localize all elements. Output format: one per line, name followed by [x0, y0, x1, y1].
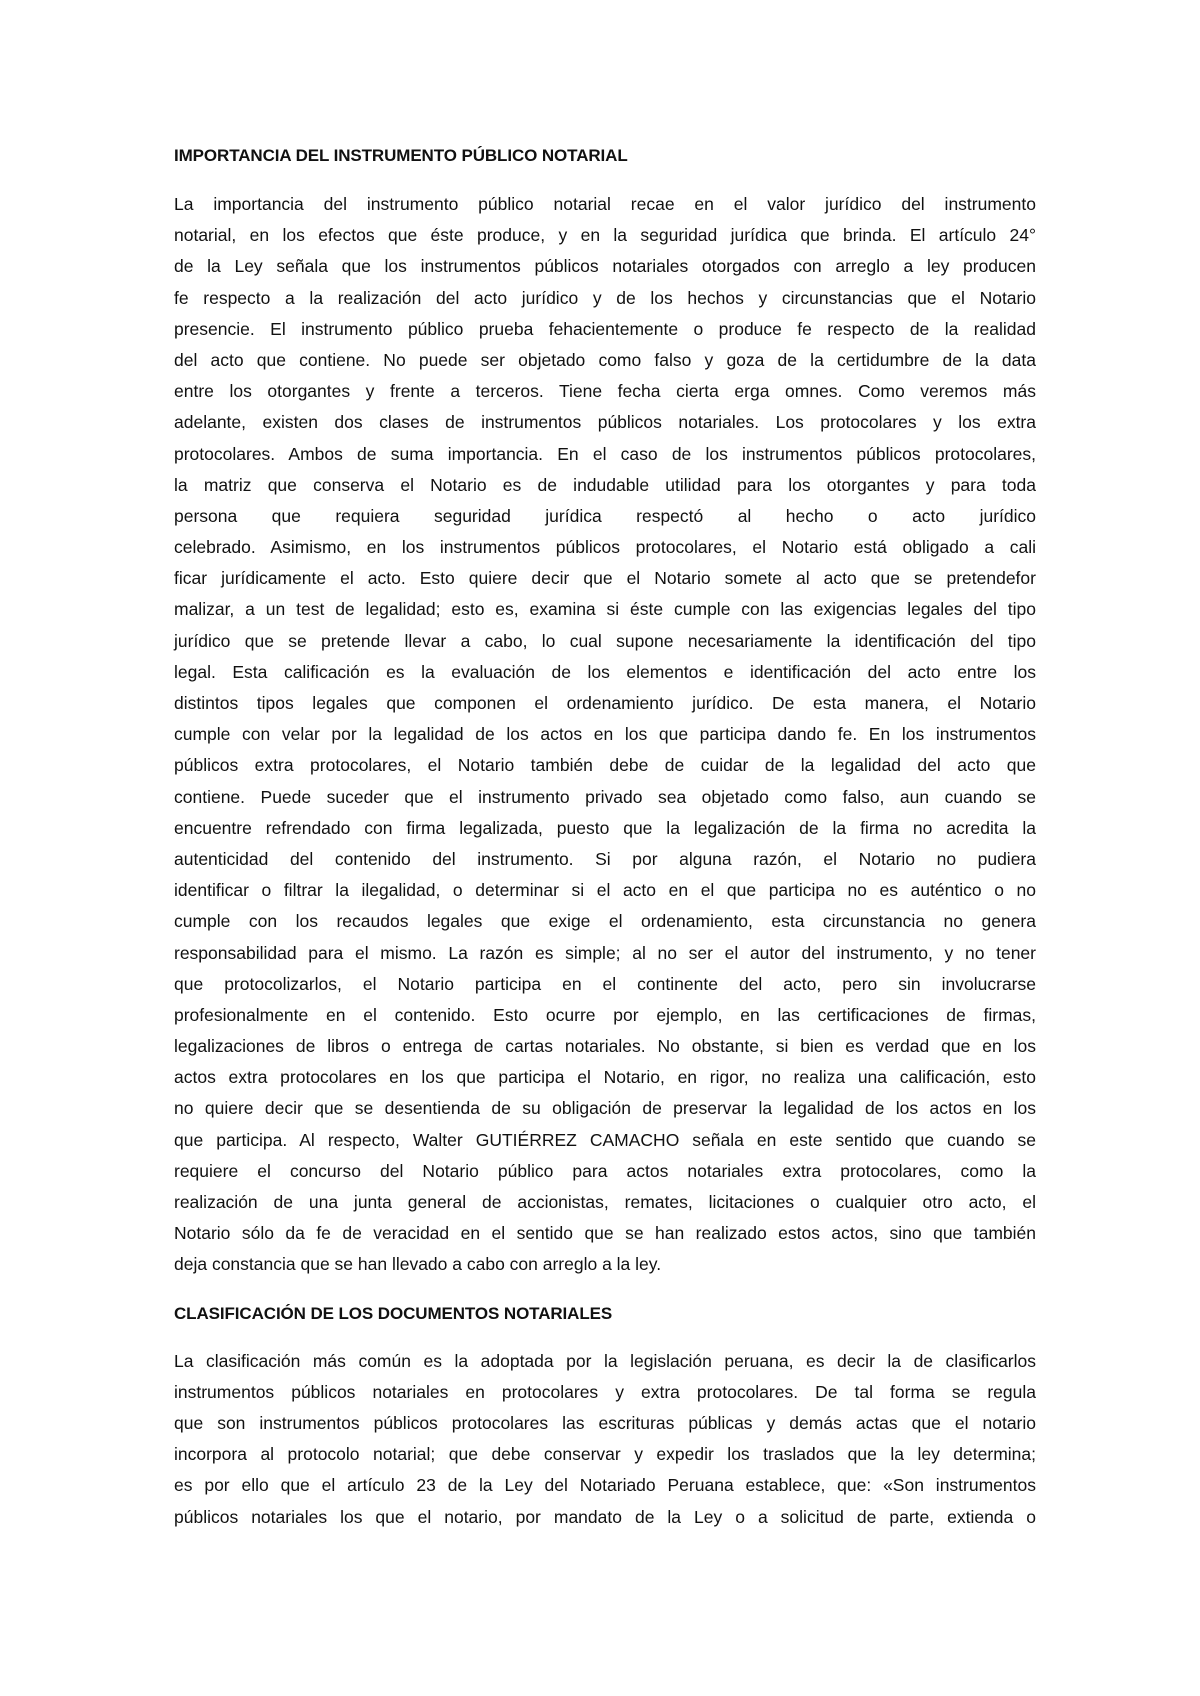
text-line: públicos notariales los que el notario, por mandato de la Ley o a solicitud de parte, extienda o: [174, 1506, 1036, 1527]
paragraph-clasificacion: [174, 1346, 1036, 1533]
text-line: malizar, a un test de legalidad; esto es, examina si éste cumple con las exigencias legales del tipo: [174, 599, 1036, 620]
text-line: ficar jurídicamente el acto. Esto quiere decir que el Notario somete al acto que se pretendefor: [174, 568, 1036, 589]
text-line: es por ello que el artículo 23 de la Ley del Notariado Peruana establece, que: «Son instrumentos: [174, 1475, 1036, 1496]
text-line: que participa. Al respecto, Walter GUTIÉRREZ CAMACHO señala en este sentido que cuando se: [174, 1129, 1036, 1150]
text-line: responsabilidad para el mismo. La razón es simple; al no ser el autor del instrumento, y no tener: [174, 942, 1036, 963]
text-line: encuentre refrendado con firma legalizada, puesto que la legalización de la firma no acredita la: [174, 817, 1036, 838]
text-line: del acto que contiene. No puede ser objetado como falso y goza de la certidumbre de la data: [174, 349, 1036, 370]
text-line: entre los otorgantes y frente a terceros. Tiene fecha cierta erga omnes. Como veremos más: [174, 381, 1036, 402]
text-line: incorpora al protocolo notarial; que debe conservar y expedir los traslados que la ley determina;: [174, 1444, 1036, 1465]
text-line: deja constancia que se han llevado a cabo con arreglo a la ley.: [174, 1254, 662, 1275]
text-line: adelante, existen dos clases de instrumentos públicos notariales. Los protocolares y los extra: [174, 412, 1036, 433]
text-line: públicos extra protocolares, el Notario también debe de cuidar de la legalidad del acto que: [174, 755, 1036, 776]
text-line: identificar o filtrar la ilegalidad, o determinar si el acto en el que participa no es auténtico o no: [174, 880, 1036, 901]
text-line: actos extra protocolares en los que participa el Notario, en rigor, no realiza una calificación, esto: [174, 1067, 1036, 1088]
text-line: profesionalmente en el contenido. Esto ocurre por ejemplo, en las certificaciones de firmas,: [174, 1004, 1036, 1025]
text-line: Notario sólo da fe de veracidad en el sentido que se han realizado estos actos, sino que también: [174, 1223, 1036, 1244]
text-line: realización de una junta general de accionistas, remates, licitaciones o cualquier otro acto, el: [174, 1192, 1036, 1212]
text-line: jurídico que se pretende llevar a cabo, lo cual supone necesariamente la identificación del tipo: [174, 630, 1036, 651]
text-line: requiere el concurso del Notario público para actos notariales extra protocolares, como la: [174, 1160, 1036, 1181]
text-line: legal. Esta calificación es la evaluación de los elementos e identificación del acto entre los: [174, 661, 1036, 682]
text-line: persona que requiera seguridad jurídica respectó al hecho o acto jurídico: [174, 505, 1036, 526]
section-heading-importancia: IMPORTANCIA DEL INSTRUMENTO PÚBLICO NOTARIAL: [174, 146, 628, 165]
text-line: que protocolizarlos, el Notario participa en el continente del acto, pero sin involucrarse: [174, 973, 1036, 994]
paragraph-importancia: [174, 189, 1036, 1281]
document-body: [174, 140, 1036, 1533]
text-line: fe respecto a la realización del acto jurídico y de los hechos y circunstancias que el Notario: [174, 287, 1036, 308]
text-line: La importancia del instrumento público notarial recae en el valor jurídico del instrumento: [174, 194, 1036, 214]
text-line: no quiere decir que se desentienda de su obligación de preservar la legalidad de los actos en los: [174, 1098, 1036, 1119]
text-line: que son instrumentos públicos protocolares las escrituras públicas y demás actas que el notario: [174, 1412, 1036, 1433]
text-line: instrumentos públicos notariales en protocolares y extra protocolares. De tal forma se regula: [174, 1381, 1036, 1402]
text-line: de la Ley señala que los instrumentos públicos notariales otorgados con arreglo a ley producen: [174, 256, 1036, 277]
text-line: distintos tipos legales que componen el ordenamiento jurídico. De esta manera, el Notario: [174, 693, 1036, 713]
text-line: legalizaciones de libros o entrega de cartas notariales. No obstante, si bien es verdad que en los: [174, 1036, 1036, 1057]
text-line: protocolares. Ambos de suma importancia. En el caso de los instrumentos públicos protocolares,: [174, 443, 1036, 464]
text-line: La clasificación más común es la adoptada por la legislación peruana, es decir la de clasificarlos: [174, 1350, 1036, 1371]
text-line: presencie. El instrumento público prueba fehacientemente o produce fe respecto de la realidad: [174, 318, 1036, 339]
text-line: notarial, en los efectos que éste produce, y en la seguridad jurídica que brinda. El artículo 24°: [174, 225, 1036, 246]
text-line: cumple con velar por la legalidad de los actos en los que participa dando fe. En los instrumentos: [174, 724, 1036, 745]
text-line: contiene. Puede suceder que el instrumento privado sea objetado como falso, aun cuando se: [174, 786, 1036, 807]
text-line: cumple con los recaudos legales que exige el ordenamiento, esta circunstancia no genera: [174, 911, 1036, 932]
text-line: la matriz que conserva el Notario es de indudable utilidad para los otorgantes y para toda: [174, 474, 1036, 495]
text-line: celebrado. Asimismo, en los instrumentos públicos protocolares, el Notario está obligado a cali: [174, 537, 1036, 558]
text-line: autenticidad del contenido del instrumento. Si por alguna razón, el Notario no pudiera: [174, 848, 1036, 869]
section-heading-clasificacion: CLASIFICACIÓN DE LOS DOCUMENTOS NOTARIALES: [174, 1303, 613, 1323]
